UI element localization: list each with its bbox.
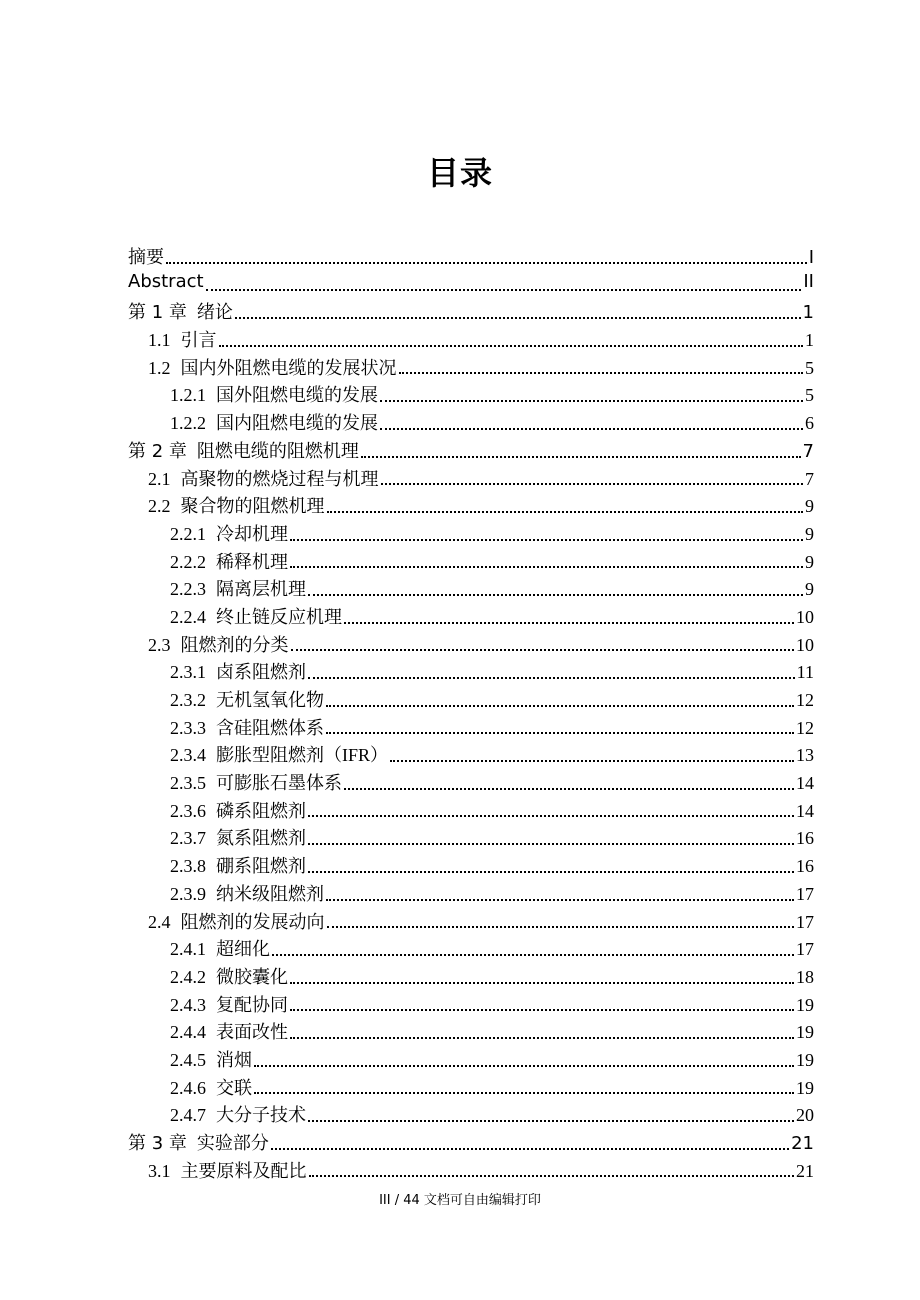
toc-dot-leader	[271, 1148, 789, 1150]
toc-page-number: 19	[796, 1049, 814, 1070]
toc-entry-number: 2.3	[148, 634, 171, 655]
toc-page-number: I	[808, 247, 814, 268]
toc-entry-number: 2.2.3	[170, 579, 206, 600]
toc-entry[interactable]	[128, 520, 814, 548]
toc-entry[interactable]	[128, 741, 814, 769]
toc-entry[interactable]	[128, 409, 814, 437]
toc-dot-leader	[327, 926, 795, 928]
toc-entry-number: 第 3 章	[128, 1133, 187, 1154]
toc-entry[interactable]	[128, 1157, 814, 1185]
toc-entry[interactable]	[128, 824, 814, 852]
toc-entry-number: 2.2	[148, 496, 171, 517]
toc-entry-number: 2.3.9	[170, 883, 206, 904]
toc-entry-title: 阻燃剂的发展动向	[180, 911, 325, 932]
toc-entry[interactable]	[128, 354, 814, 382]
toc-entry[interactable]	[128, 243, 814, 271]
toc-entry-number: 2.3.5	[170, 773, 206, 794]
toc-entry-number: 2.3.2	[170, 690, 206, 710]
toc-dot-leader	[327, 511, 804, 513]
toc-entry-title: 稀释机理	[216, 551, 288, 572]
toc-dot-leader	[308, 815, 794, 817]
toc-entry-title: 超细化	[216, 939, 270, 960]
toc-entry-number: 1.1	[148, 330, 171, 351]
toc-entry-number: 2.3.7	[170, 828, 206, 849]
toc-entry[interactable]	[128, 963, 814, 991]
toc-dot-leader	[390, 760, 794, 762]
toc-dot-leader	[344, 788, 794, 790]
toc-entry-title: 磷系阻燃剂	[216, 800, 306, 821]
toc-entry[interactable]	[128, 852, 814, 880]
toc-dot-leader	[326, 732, 794, 734]
toc-entry-number: 2.4.2	[170, 966, 206, 987]
toc-entry-number: 1.2	[148, 357, 171, 378]
toc-entry-number: 2.3.8	[170, 856, 206, 877]
toc-entry-number: 第 1 章	[128, 302, 187, 324]
toc-entry[interactable]	[128, 908, 814, 936]
toc-entry[interactable]	[128, 492, 814, 520]
toc-entry-number: 2.2.4	[170, 606, 206, 627]
toc-entry-number: 2.3.6	[170, 800, 206, 821]
toc-entry-number: 2.4.5	[170, 1049, 206, 1070]
toc-entry[interactable]	[128, 991, 814, 1019]
toc-dot-leader	[308, 871, 794, 873]
toc-entry-title: 摘要	[128, 247, 164, 268]
toc-page-number: 17	[796, 883, 814, 904]
toc-entry[interactable]	[128, 797, 814, 825]
toc-dot-leader	[326, 705, 794, 707]
toc-dot-leader	[361, 456, 801, 458]
toc-dot-leader	[290, 1037, 794, 1039]
toc-entry-title: 含硅阻燃体系	[216, 717, 324, 738]
toc-entry-number: 2.3.1	[170, 662, 206, 683]
toc-entry-number: 2.4.7	[170, 1105, 206, 1126]
toc-entry[interactable]	[128, 658, 814, 686]
toc-dot-leader	[309, 1175, 795, 1177]
toc-entry[interactable]	[128, 1074, 814, 1102]
toc-entry-title: 大分子技术	[216, 1105, 306, 1126]
toc-entry-number: 2.4.6	[170, 1077, 206, 1098]
toc-entry[interactable]	[128, 880, 814, 908]
toc-dot-leader	[381, 483, 804, 485]
toc-dot-leader	[399, 372, 804, 374]
toc-page-number: 1	[805, 330, 814, 351]
toc-dot-leader	[206, 289, 802, 291]
toc-page-number: 10	[796, 606, 814, 627]
toc-page-number: 9	[805, 496, 814, 517]
toc-page-number: 19	[796, 1022, 814, 1043]
toc-entry-title: 阻燃剂的分类	[180, 634, 289, 655]
toc-entry[interactable]	[128, 575, 814, 603]
toc-page-number: 21	[791, 1133, 814, 1154]
toc-entry-title: 国内阻燃电缆的发展	[216, 413, 378, 434]
toc-entry-number: 2.1	[148, 468, 171, 489]
toc-dot-leader	[308, 1120, 794, 1122]
toc-page-number: 20	[796, 1105, 814, 1126]
toc-dot-leader	[166, 262, 807, 264]
toc-dot-leader	[290, 1009, 794, 1011]
toc-dot-leader	[290, 982, 794, 984]
toc-entry-title: 国内外阻燃电缆的发展状况	[180, 357, 397, 378]
toc-entry[interactable]	[128, 631, 814, 659]
toc-entry-title: 卤系阻燃剂	[216, 662, 306, 683]
toc-entry[interactable]	[128, 686, 814, 714]
toc-entry[interactable]	[128, 548, 814, 576]
toc-entry-title: 微胶囊化	[216, 966, 288, 987]
toc-entry-title: 主要原料及配比	[180, 1160, 307, 1181]
toc-entry-title: 隔离层机理	[216, 579, 306, 600]
toc-entry[interactable]	[128, 1018, 814, 1046]
page-footer: III / 44 文档可自由编辑打印	[379, 1193, 541, 1208]
toc-entry-title: Abstract	[128, 270, 204, 292]
toc-entry[interactable]	[128, 298, 814, 326]
toc-dot-leader	[272, 954, 794, 956]
toc-page-number: 16	[796, 828, 814, 849]
toc-page-number: 9	[805, 579, 814, 600]
toc-page-number: 14	[796, 773, 814, 794]
toc-entry[interactable]	[128, 326, 814, 354]
toc-entry[interactable]	[128, 1129, 814, 1157]
toc-entry[interactable]	[128, 769, 814, 797]
toc-page-number: 9	[805, 523, 814, 544]
toc-entry-number: 2.4.3	[170, 994, 206, 1015]
page-title: 目录	[426, 154, 493, 192]
toc-dot-leader	[235, 317, 801, 319]
toc-entry-title: 可膨胀石墨体系	[216, 773, 342, 794]
toc-page-number: 9	[805, 551, 814, 572]
toc-entry-title: 终止链反应机理	[216, 606, 342, 627]
toc-page-number: 19	[796, 994, 814, 1015]
toc-entry-title: 消烟	[216, 1049, 252, 1070]
toc-entry[interactable]	[128, 271, 814, 299]
toc-entry-number: 2.3.3	[170, 717, 206, 738]
toc-entry-number: 2.4	[148, 911, 171, 932]
toc-dot-leader	[380, 400, 803, 402]
toc-page-number: 10	[796, 634, 814, 655]
toc-entry-title: 国外阻燃电缆的发展	[216, 385, 378, 406]
toc-entry[interactable]	[128, 1101, 814, 1129]
toc-page-number: 5	[805, 357, 814, 378]
table-of-contents	[128, 243, 814, 1184]
toc-dot-leader	[344, 622, 794, 624]
toc-entry-title: 复配协同	[216, 994, 288, 1015]
toc-page-number: 1	[802, 302, 814, 324]
toc-entry-number: 3.1	[148, 1160, 171, 1181]
toc-dot-leader	[291, 649, 795, 651]
toc-page-number: 12	[796, 717, 814, 738]
toc-page-number: 11	[796, 662, 814, 683]
toc-entry-title: 表面改性	[216, 1022, 288, 1043]
toc-entry-number: 第 2 章	[128, 440, 187, 462]
toc-entry-number: 2.4.4	[170, 1022, 206, 1043]
toc-entry-title: 无机氢氧化物	[216, 690, 324, 710]
toc-entry-title: 绪论	[196, 302, 233, 324]
toc-entry[interactable]	[128, 437, 814, 465]
toc-entry-number: 2.2.1	[170, 523, 206, 544]
toc-page-number: 17	[796, 939, 814, 960]
toc-entry-number: 2.2.2	[170, 551, 206, 572]
toc-page-number: II	[803, 270, 814, 292]
toc-page-number: 12	[796, 690, 814, 710]
toc-dot-leader	[290, 566, 803, 568]
toc-page-number: 18	[796, 966, 814, 987]
toc-page-number: 7	[802, 440, 814, 462]
toc-page-number: 17	[796, 911, 814, 932]
toc-dot-leader	[380, 428, 803, 430]
toc-dot-leader	[308, 594, 803, 596]
toc-dot-leader	[219, 345, 804, 347]
toc-dot-leader	[326, 899, 794, 901]
toc-page-number: 21	[796, 1160, 814, 1181]
toc-entry-title: 氮系阻燃剂	[216, 828, 306, 849]
toc-entry-number: 1.2.1	[170, 385, 206, 406]
toc-page-number: 6	[805, 413, 814, 434]
toc-entry-title: 高聚物的燃烧过程与机理	[180, 468, 379, 489]
toc-entry[interactable]	[128, 714, 814, 742]
toc-dot-leader	[254, 1065, 794, 1067]
toc-page-number: 13	[796, 745, 814, 766]
toc-dot-leader	[308, 843, 794, 845]
toc-entry-number: 2.3.4	[170, 745, 206, 766]
toc-page-number: 5	[805, 385, 814, 406]
toc-entry[interactable]	[128, 1046, 814, 1074]
toc-entry-title: 冷却机理	[216, 523, 288, 544]
toc-entry-title: 交联	[216, 1077, 252, 1098]
toc-dot-leader	[290, 539, 803, 541]
toc-entry-title: 聚合物的阻燃机理	[180, 496, 325, 517]
toc-entry-title: 硼系阻燃剂	[216, 856, 306, 877]
toc-entry-title: 阻燃电缆的阻燃机理	[196, 440, 359, 462]
toc-entry-number: 2.4.1	[170, 939, 206, 960]
toc-page-number: 14	[796, 800, 814, 821]
toc-page-number: 7	[805, 468, 814, 489]
toc-entry[interactable]	[128, 381, 814, 409]
toc-entry-title: 实验部分	[196, 1133, 269, 1154]
toc-entry-number: 1.2.2	[170, 413, 206, 434]
toc-entry[interactable]	[128, 935, 814, 963]
toc-entry[interactable]	[128, 465, 814, 493]
toc-dot-leader	[254, 1092, 794, 1094]
toc-entry-title: 膨胀型阻燃剂（IFR）	[216, 745, 389, 766]
toc-page-number: 16	[796, 856, 814, 877]
toc-entry-title: 纳米级阻燃剂	[216, 883, 324, 904]
toc-entry[interactable]	[128, 603, 814, 631]
toc-entry-title: 引言	[180, 330, 217, 351]
toc-page-number: 19	[796, 1077, 814, 1098]
toc-dot-leader	[308, 677, 795, 679]
